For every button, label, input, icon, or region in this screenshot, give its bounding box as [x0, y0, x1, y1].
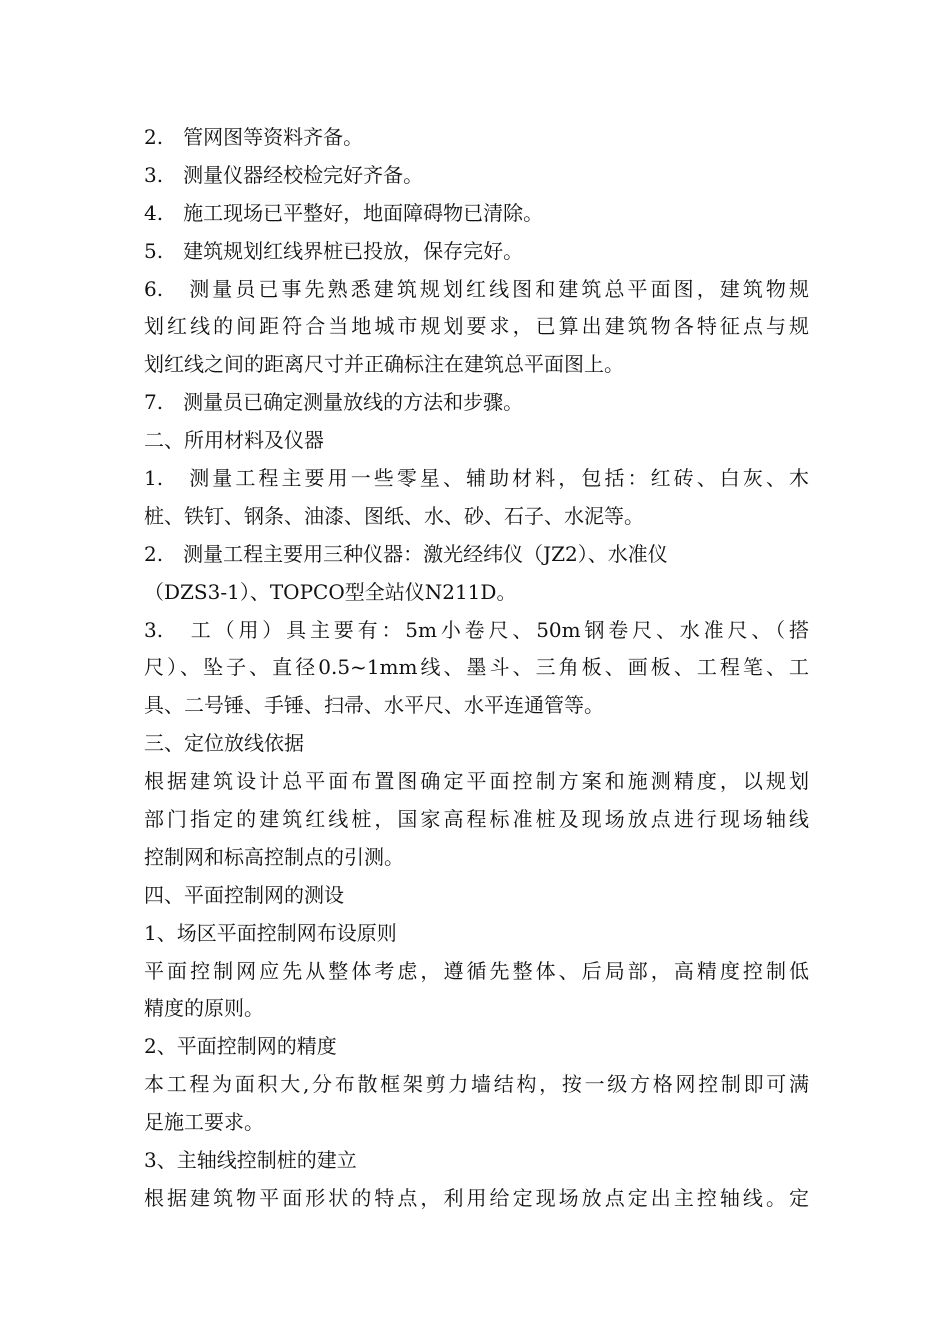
text-line: 桩、铁钉、钢条、油漆、图纸、水、砂、石子、水泥等。 — [144, 503, 644, 528]
section-heading: 四、平面控制网的测设 — [144, 882, 344, 907]
text-line: 4. 施工现场已平整好，地面障碍物已清除。 — [144, 200, 544, 225]
text-line: 2. 管网图等资料齐备。 — [144, 125, 364, 149]
text-line: 划红线的间距符合当地城市规划要求，已算出建筑物各特征点与规 — [144, 314, 809, 339]
text-line: 划红线之间的距离尺寸并正确标注在建筑总平面图上。 — [144, 352, 624, 377]
subsection-heading: 3、主轴线控制桩的建立 — [144, 1148, 357, 1173]
section-heading: 二、所用材料及仪器 — [144, 428, 324, 453]
text-line: 3. 工（用）具主要有：5m小卷尺、50m钢卷尺、水准尺、（搭 — [144, 617, 809, 642]
text-line: 7. 测量员已确定测量放线的方法和步骤。 — [144, 390, 524, 415]
text-line: 部门指定的建筑红线桩，国家高程标准桩及现场放点进行现场轴线 — [144, 807, 809, 832]
text-line: 具、二号锤、手锤、扫帚、水平尺、水平连通管等。 — [144, 693, 604, 718]
text-line: 3. 测量仪器经校检完好齐备。 — [144, 162, 424, 187]
document-body — [144, 119, 809, 1218]
text-line: 根据建筑设计总平面布置图确定平面控制方案和施测精度，以规划 — [144, 769, 809, 794]
text-line: （DZS3-1）、TOPCO型全站仪N211D。 — [144, 579, 517, 604]
subsection-heading: 1、场区平面控制网布设原则 — [144, 920, 397, 945]
text-line: 2. 测量工程主要用三种仪器：激光经纬仪（JZ2）、水准仪 — [144, 541, 668, 566]
subsection-heading: 2、平面控制网的精度 — [144, 1034, 337, 1059]
text-line: 控制网和标高控制点的引测。 — [144, 844, 404, 869]
text-line: 本工程为面积大,分布散框架剪力墙结构，按一级方格网控制即可满 — [144, 1072, 809, 1097]
text-line: 6. 测量员已事先熟悉建筑规划红线图和建筑总平面图，建筑物规 — [144, 276, 809, 301]
text-line: 平面控制网应先从整体考虑，遵循先整体、后局部，高精度控制低 — [144, 958, 809, 983]
text-line: 根据建筑物平面形状的特点，利用给定现场放点定出主控轴线。定 — [144, 1185, 809, 1210]
text-line: 尺）、坠子、直径0.5~1mm线、墨斗、三角板、画板、工程笔、工 — [144, 655, 809, 680]
text-line: 足施工要求。 — [144, 1110, 264, 1135]
text-line: 5. 建筑规划红线界桩已投放，保存完好。 — [144, 238, 524, 263]
text-line: 1. 测量工程主要用一些零星、辅助材料，包括：红砖、白灰、木 — [144, 466, 809, 491]
text-line: 精度的原则。 — [144, 996, 264, 1021]
section-heading: 三、定位放线依据 — [144, 731, 304, 756]
